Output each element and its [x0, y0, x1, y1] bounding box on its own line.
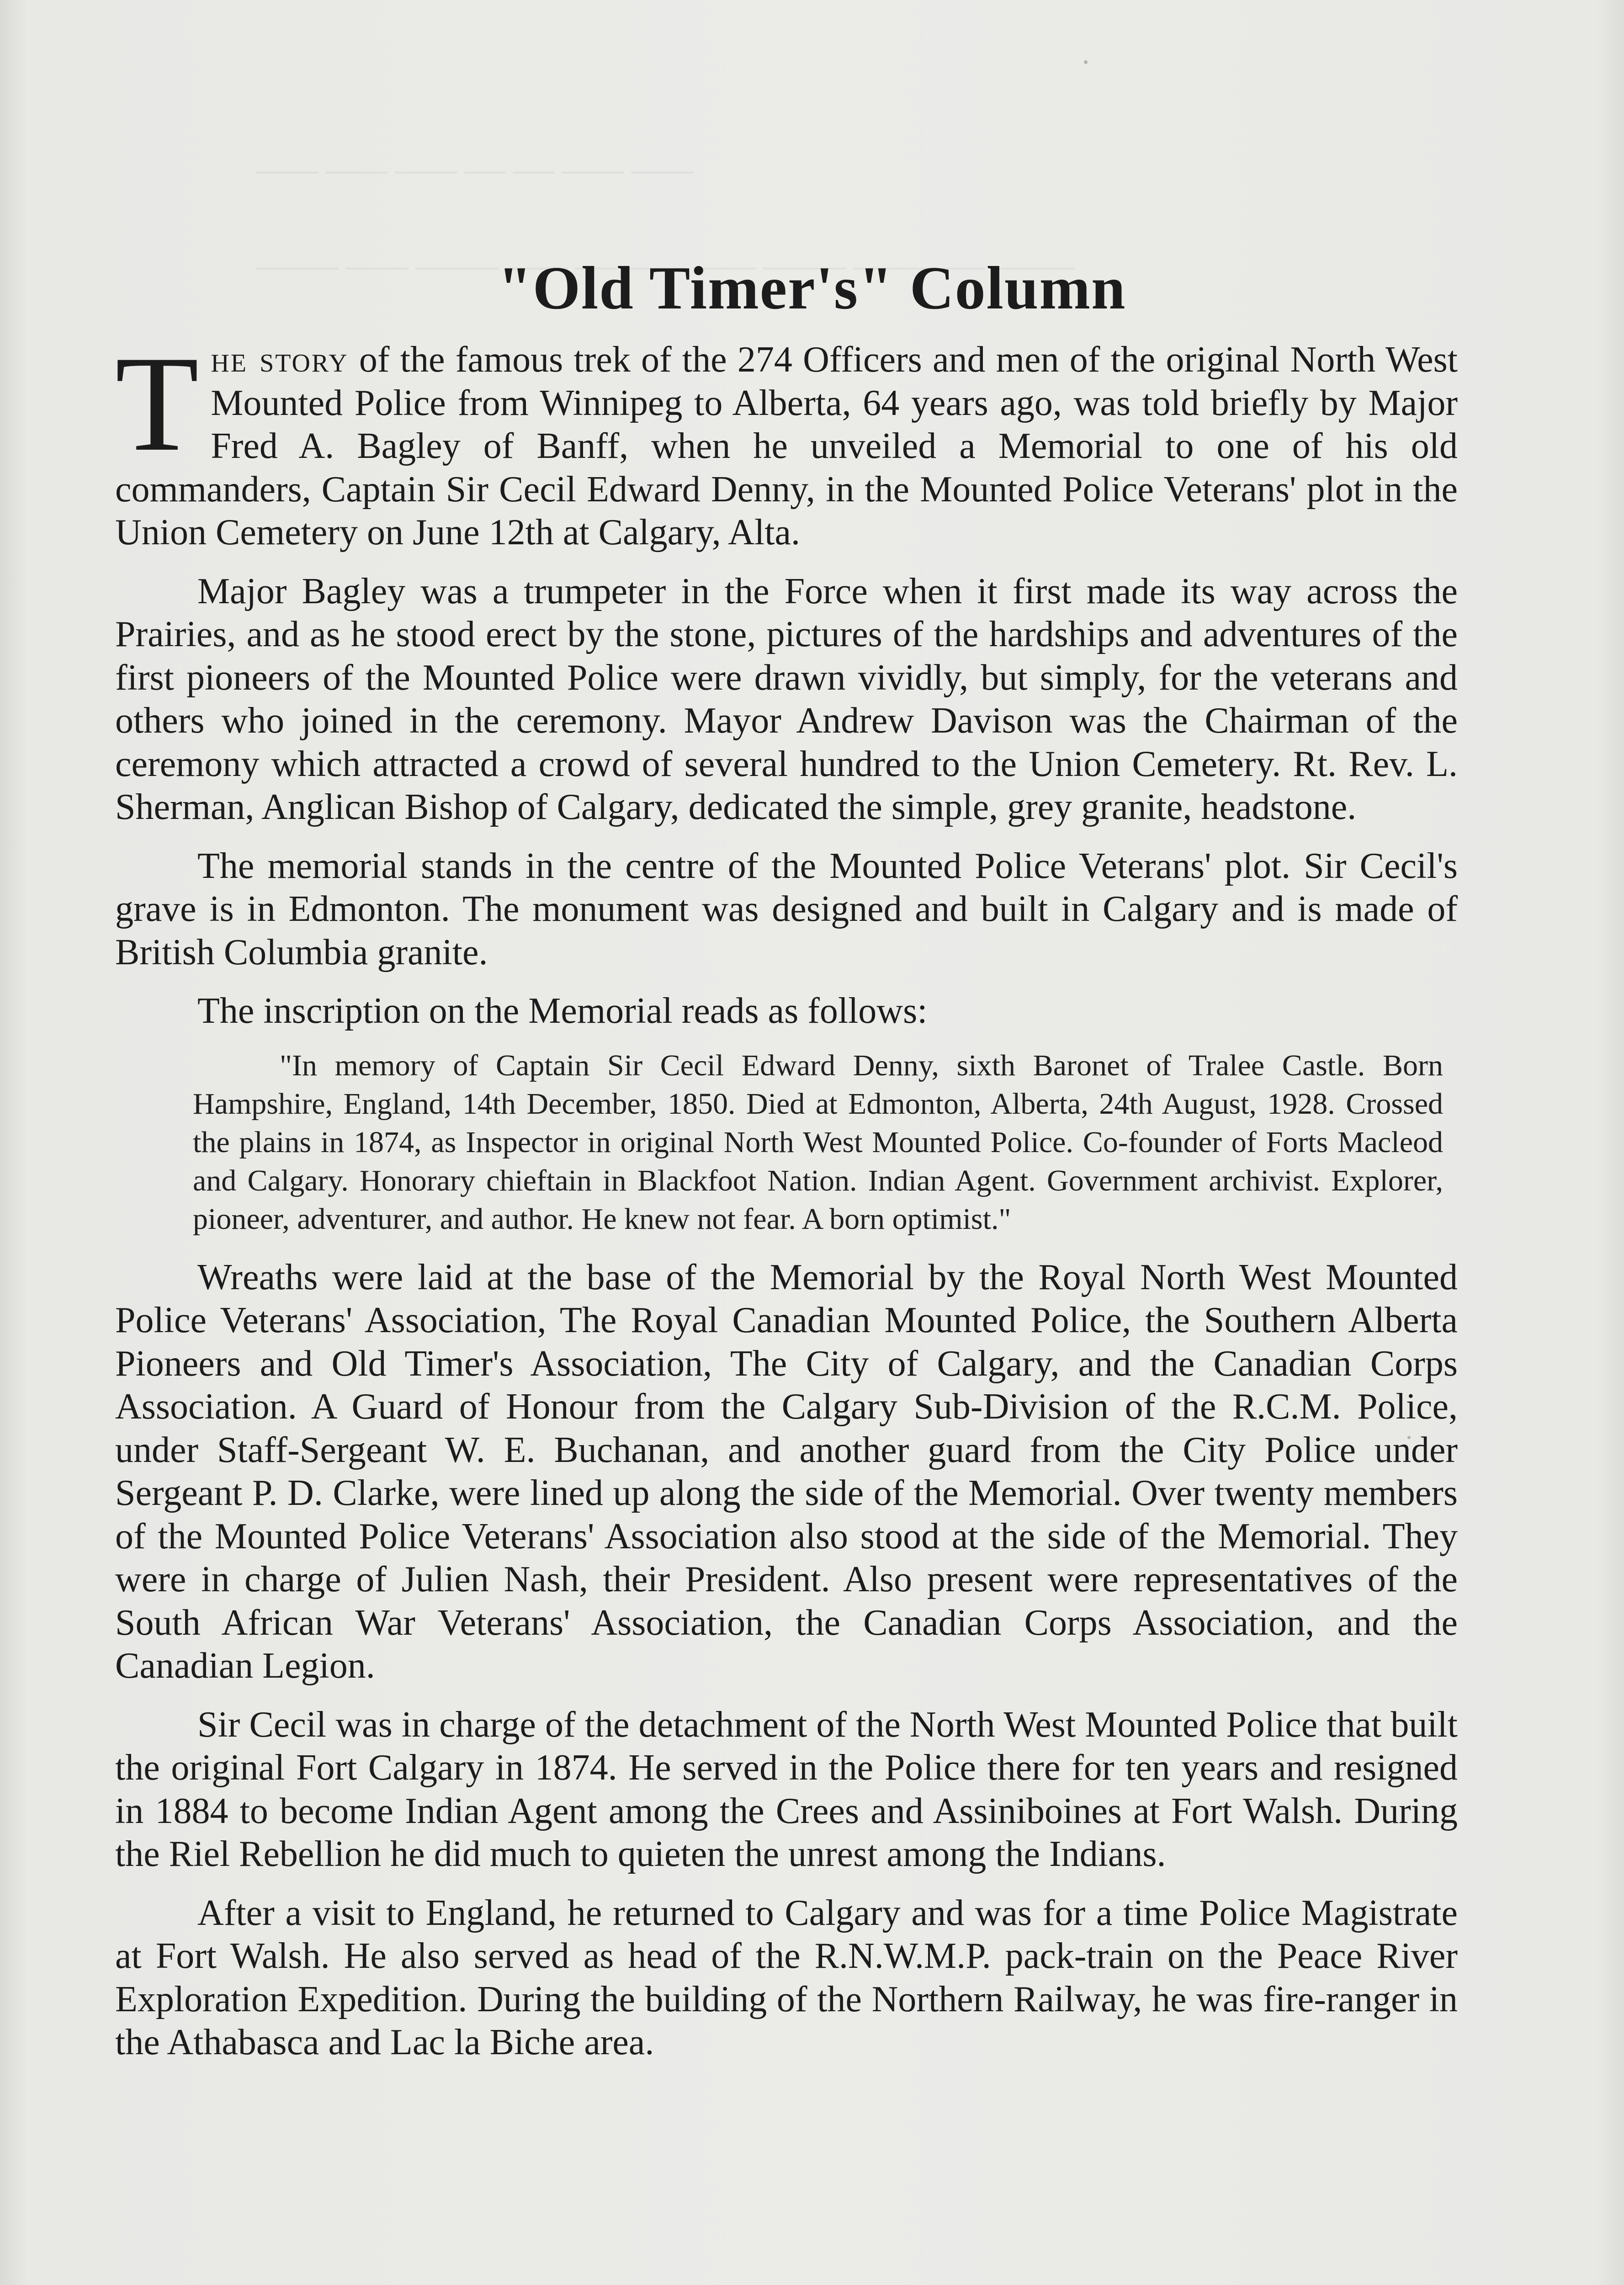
inscription-quote: "In memory of Captain Sir Cecil Edward Denny, sixth Baronet of Tralee Castle. Born Hampshire, England, 14th December, 1850. Died at Edmonton, Alberta, 24th August, 1928. Crossed the plains in 1874, as Inspector in original North West Mounted Police. Co-founder of Forts Macleod and Calgary. Honorary chieftain in Blackfoot Nation. Indian Agent. Government archivist. Explorer, pioneer, adventurer, and author. He knew not fear. A born optimist."	[193, 1048, 1443, 1236]
inscription-intro: The inscription on the Memorial reads as follows:	[197, 991, 928, 1031]
paragraph-7: After a visit to England, he returned to Calgary and was for a time Police Magistrate at Fort Walsh. He also served as head of the R.N.W.M.P. pack-train on the Peace River Exploration Expedition. During the building of the Northern Railway, he was fire-ranger in the Athabasca and Lac la Biche area.	[115, 1892, 1458, 2062]
paragraph-1	[115, 328, 1458, 554]
show-through-text	[256, 151, 1444, 193]
paragraph-1-text: of the famous trek of the 274 Officers and men of the original North West Mounted Police from Winnipeg to Alberta, 64 years ago, was told briefly by Major Fred A. Bagley of Banff, when he unveiled a Memorial to one of his old commanders, Captain Sir Cecil Edward Denny, in the Mounted Police Veterans' plot in the Union Cemetery on June 12th at Calgary, Alta.	[115, 340, 1458, 553]
dust-speck	[1084, 60, 1088, 64]
article-body	[115, 328, 1458, 2080]
drop-cap: T	[115, 328, 199, 479]
paragraph-6: Sir Cecil was in charge of the detachment of the North West Mounted Police that built the original Fort Calgary in 1874. He served in the Police there for ten years and resigned in 1884 to become Indian Agent among the Crees and Assiniboines at Fort Walsh. During the Riel Rebellion he did much to quieten the unrest among the Indians.	[115, 1704, 1458, 1874]
lead-small-caps: he story	[211, 340, 349, 380]
paragraph-5: Wreaths were laid at the base of the Memorial by the Royal North West Mounted Police Veterans' Association, The Royal Canadian Mounted Police, the Southern Alberta Pioneers and Old Timer's Association, The City of Calgary, and the Canadian Corps Association. A Guard of Honour from the Calgary Sub-Division of the R.C.M. Police, under Staff-Sergeant W. E. Buchanan, and another guard from the City Police under Sergeant P. D. Clarke, were lined up along the side of the Memorial. Over twenty members of the Mounted Police Veterans' Association also stood at the side of the Memorial. They were in charge of Julien Nash, their President. Also present were representatives of the South African War Veterans' Association, the Canadian Corps Association, and the Canadian Legion.	[115, 1257, 1458, 1686]
page-title: "Old Timer's" Column	[498, 254, 1126, 322]
paragraph-2: Major Bagley was a trumpeter in the Force when it first made its way across the Prairies, and as he stood erect by the stone, pictures of the hardships and adventures of the first pioneers of the Mounted Police were drawn vividly, but simply, for the veterans and others who joined in the ceremony. Mayor Andrew Davison was the Chairman of the ceremony which attracted a crowd of several hundred to the Union Cemetery. Rt. Rev. L. Sherman, Anglican Bishop of Calgary, dedicated the simple, grey granite, headstone.	[115, 571, 1458, 827]
paragraph-3: The memorial stands in the centre of the Mounted Police Veterans' plot. Sir Cecil's grave is in Edmonton. The monument was designed and built in Calgary and is made of British Columbia granite.	[115, 845, 1458, 972]
